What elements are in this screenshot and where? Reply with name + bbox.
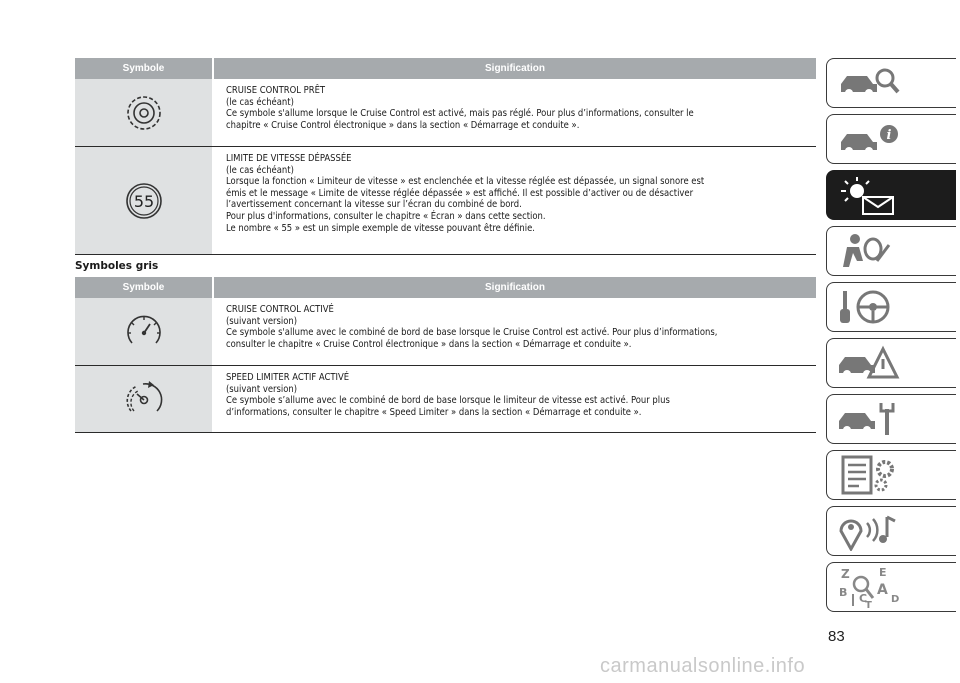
column-header-meaning: Signification xyxy=(212,58,816,79)
alphabetical-index-icon xyxy=(837,566,901,608)
tab-safety[interactable] xyxy=(826,226,956,276)
text-line: SPEED LIMITER ACTIF ACTIVÉ xyxy=(226,372,350,383)
text-line: d’informations, consulter le chapitre « Speed Limiter » dans la section « Démarrage et conduite ». xyxy=(226,406,642,418)
tab-technical-data[interactable] xyxy=(826,450,956,500)
svg-text:D: D xyxy=(891,594,900,605)
meaning-cell xyxy=(212,79,816,146)
text-line: CRUISE CONTROL ACTIVÉ xyxy=(226,304,334,315)
watermark: carmanualsonline.info xyxy=(600,655,806,677)
column-header-symbol: Symbole xyxy=(122,282,165,293)
key-steering-wheel-icon xyxy=(837,287,901,327)
speed-limit-55-icon xyxy=(124,181,164,221)
column-header-symbol: Symbole xyxy=(122,63,165,74)
tab-maintenance[interactable] xyxy=(826,394,956,444)
page-number: 83 xyxy=(828,628,845,645)
car-info-icon xyxy=(837,120,901,158)
svg-text:C: C xyxy=(859,592,868,605)
svg-text:i: i xyxy=(886,128,892,143)
text-line: Ce symbole s’allume avec le combiné de bord de base lorsque le limiteur de vitesse est activé. Pour plus xyxy=(226,395,670,407)
text-line: émis et le message « Limite de vitesse réglée dépassée » est affiché. Il est possible d’activer ou de désactiver xyxy=(226,187,694,199)
airbag-safety-icon xyxy=(837,231,901,271)
table-row xyxy=(75,298,816,366)
text-line: chapitre « Cruise Control électronique » dans la section « Démarrage et conduite ». xyxy=(226,119,580,131)
svg-text:A: A xyxy=(877,582,888,598)
symbols-table-2 xyxy=(75,277,816,433)
section-title: Symboles gris xyxy=(75,260,159,272)
meaning-cell xyxy=(212,147,816,254)
spec-sheet-gear-icon xyxy=(837,455,901,495)
table-row xyxy=(75,366,816,433)
cruise-control-ready-icon xyxy=(124,93,164,133)
table-header xyxy=(75,277,816,298)
text-line: (le cas échéant) xyxy=(226,164,294,176)
symbol-cell xyxy=(75,79,212,146)
text-line: Lorsque la fonction « Limiteur de vitesse » est enclenchée et la vitesse réglée est dépassée, un signal sonore est xyxy=(226,176,705,188)
text-line: Ce symbole s'allume avec le combiné de bord de base lorsque le Cruise Control est activé. Pour plus d’informations, xyxy=(226,327,718,339)
car-warning-triangle-icon xyxy=(837,343,901,383)
svg-text:E: E xyxy=(879,566,887,579)
tab-multimedia[interactable] xyxy=(826,506,956,556)
text-line: (le cas échéant) xyxy=(226,96,294,108)
svg-text:Z: Z xyxy=(841,567,850,581)
table-row xyxy=(75,147,816,255)
multimedia-icon xyxy=(837,511,901,551)
meaning-cell xyxy=(212,366,816,432)
table-row xyxy=(75,79,816,147)
tab-car-search[interactable] xyxy=(826,58,956,108)
cruise-control-active-icon xyxy=(123,311,165,353)
text-line: Ce symbole s'allume lorsque le Cruise Control est activé, mais pas réglé. Pour plus d’informations, consulter le xyxy=(226,108,694,120)
text-line: (suivant version) xyxy=(226,383,298,395)
text-line: Le nombre « 55 » est un simple exemple de vitesse pouvant être définie. xyxy=(226,222,535,234)
warning-light-message-icon xyxy=(837,175,901,215)
tab-emergency[interactable] xyxy=(826,338,956,388)
meaning-cell xyxy=(212,298,816,365)
tab-key-steering[interactable] xyxy=(826,282,956,332)
text-line: l’avertissement concernant la vitesse sur l’écran du combiné de bord. xyxy=(226,199,522,211)
symbol-cell xyxy=(75,298,212,365)
text-line: Pour plus d'informations, consulter le chapitre « Écran » dans cette section. xyxy=(226,210,546,222)
tab-index[interactable] xyxy=(826,562,956,612)
svg-text:T: T xyxy=(865,600,872,608)
text-line: CRUISE CONTROL PRÊT xyxy=(226,85,326,96)
text-line: (suivant version) xyxy=(226,315,298,327)
column-header-meaning: Signification xyxy=(212,277,816,298)
symbols-table-1 xyxy=(75,58,816,255)
speed-limiter-active-icon xyxy=(123,378,165,420)
table-header xyxy=(75,58,816,79)
symbol-cell xyxy=(75,147,212,254)
car-wrench-icon xyxy=(837,399,901,439)
tab-car-info[interactable] xyxy=(826,114,956,164)
text-line: LIMITE DE VITESSE DÉPASSÉE xyxy=(226,153,352,164)
svg-text:B: B xyxy=(839,586,848,599)
symbol-cell xyxy=(75,366,212,432)
car-search-icon xyxy=(837,64,901,102)
text-line: consulter le chapitre « Cruise Control électronique » dans la section « Démarrage et conduite ». xyxy=(226,338,632,350)
tab-warning-lights[interactable] xyxy=(826,170,956,220)
speed-limit-value: 55 xyxy=(133,191,154,211)
